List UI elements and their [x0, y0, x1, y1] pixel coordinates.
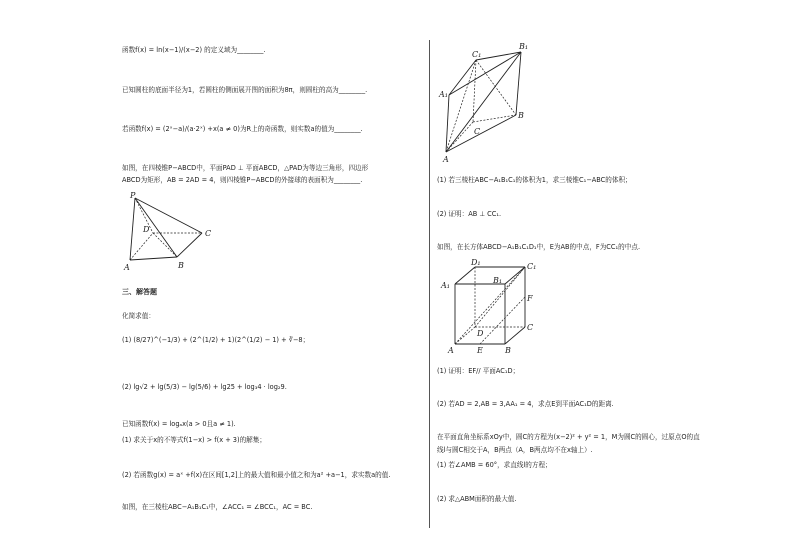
- edge-ac: [446, 122, 473, 152]
- edge-pa: [130, 198, 135, 260]
- section-heading: 三、解答题: [122, 288, 157, 296]
- log-function-definition: 已知函数f(x) = logₐx(a > 0且a ≠ 1).: [122, 420, 236, 428]
- label-d: D: [143, 225, 150, 234]
- question-odd-function: 若函数f(x) = (2ˣ−a)/(a·2ˣ) +x(a ≠ 0)为R上的奇函数，则实数a的值为________.: [122, 125, 363, 133]
- label-b1: B₁: [519, 42, 529, 51]
- label-c: C: [205, 229, 212, 238]
- edge-ab: [130, 257, 177, 260]
- prism-figure: [436, 40, 536, 165]
- edge-b1c1: [505, 267, 525, 284]
- label-a: A: [124, 263, 130, 272]
- edge-bc: [505, 327, 525, 344]
- label-c: C: [474, 127, 481, 136]
- expression-2: (2) lg√2 + lg(5/3) − lg(5/6) + lg25 + log₃4 · log₂9.: [122, 383, 287, 391]
- edge-bc1: [476, 60, 516, 115]
- edge-ef: [480, 297, 525, 344]
- edge-bc: [177, 233, 202, 257]
- question-pyramid-line1: 如图，在四棱锥P−ABCD中，平面PAD ⊥ 平面ABCD，△PAD为等边三角形，四边形: [122, 164, 369, 172]
- simplify-label: 化简求值：: [122, 312, 155, 320]
- circle-intro-line1: 在平面直角坐标系xOy中，圆C的方程为(x−2)² + y² = 1，M为圆C的圆心，过原点O的直: [437, 433, 700, 441]
- edge-ab1: [446, 52, 521, 152]
- expression-1: (1) (8/27)^(−1/3) + (2^(1/2) + 1)(2^(1/2) − 1) + ∛−8；: [122, 336, 310, 344]
- log-function-q2: (2) 若函数g(x) = aˣ +f(x)在区间[1,2]上的最大值和最小值之和为a² +a−1，求实数a的值.: [122, 471, 391, 479]
- label-p: P: [130, 191, 136, 200]
- edge-ad: [455, 327, 475, 344]
- label-c1: C₁: [472, 50, 482, 59]
- prism-intro: 如图，在三棱柱ABC−A₁B₁C₁中，∠ACC₁ = ∠BCC₁，AC = BC.: [122, 503, 313, 511]
- cuboid-q1: (1) 证明：EF// 平面AC₁D；: [437, 367, 520, 375]
- edge-bb1: [516, 52, 521, 115]
- label-b: B: [178, 261, 184, 270]
- label-d: D: [477, 329, 484, 338]
- edge-a1c1: [449, 60, 476, 95]
- label-b1: B₁: [493, 276, 503, 285]
- question-pyramid-line2: ABCD为矩形，AB = 2AD = 4，则四棱锥P−ABCD的外接球的表面积为________.: [122, 176, 363, 184]
- cuboid-figure: [438, 257, 538, 357]
- column-divider: [429, 40, 430, 528]
- label-b: B: [518, 111, 524, 120]
- edge-ad: [130, 233, 153, 260]
- prism-q2: (2) 证明：AB ⊥ CC₁.: [437, 210, 502, 218]
- label-a: A: [443, 155, 449, 164]
- label-f: F: [527, 294, 533, 303]
- label-c: C: [527, 323, 534, 332]
- cuboid-intro: 如图，在长方体ABCD−A₁B₁C₁D₁中，E为AB的中点，F为CC₁的中点.: [437, 243, 641, 251]
- edge-pb: [135, 198, 177, 257]
- label-a: A: [448, 346, 454, 355]
- log-function-q1: (1) 求关于x的不等式f(1−x) > f(x + 3)的解集；: [122, 436, 266, 444]
- label-d1: D₁: [471, 258, 481, 267]
- prism-q1: (1) 若三棱柱ABC−A₁B₁C₁的体积为1，求三棱锥C₁−ABC的体积；: [437, 176, 632, 184]
- cuboid-q2: (2) 若AD = 2,AB = 3,AA₁ = 4，求点E到平面AC₁D的距离.: [437, 400, 614, 408]
- label-b: B: [505, 346, 511, 355]
- label-a1: A₁: [439, 90, 448, 99]
- edge-ac1: [455, 267, 525, 344]
- circle-q2: (2) 求△ABM面积的最大值.: [437, 495, 517, 503]
- label-e: E: [477, 346, 483, 355]
- label-c1: C₁: [527, 262, 537, 271]
- edge-a1d1: [455, 267, 475, 284]
- label-a1: A₁: [441, 281, 450, 290]
- question-domain: 函数f(x) = ln(x−1)/(x−2) 的定义域为________.: [122, 46, 266, 54]
- pyramid-figure: [120, 193, 220, 273]
- circle-q1: (1) 若∠AMB = 60°，求直线l的方程；: [437, 461, 552, 469]
- edge-db: [153, 233, 177, 257]
- question-cylinder: 已知圆柱的底面半径为1，若圆柱的侧面展开图的面积为8π，则圆柱的高为________.: [122, 86, 368, 94]
- circle-intro-line2: 线l与圆C相交于A，B两点（A，B两点均不在x轴上）.: [437, 446, 593, 454]
